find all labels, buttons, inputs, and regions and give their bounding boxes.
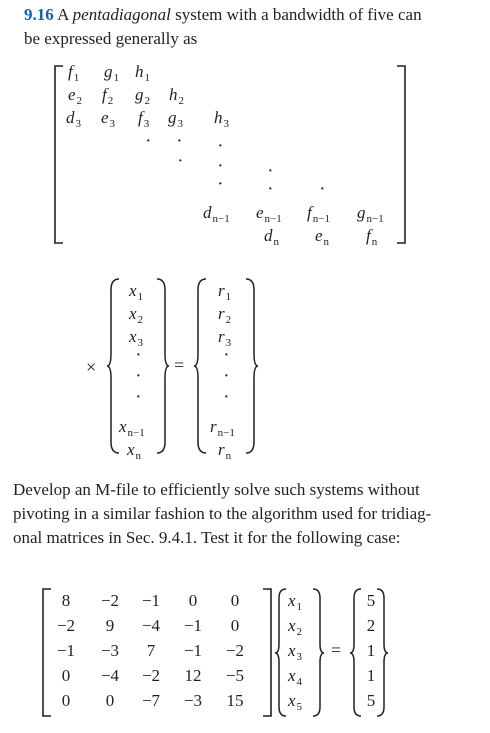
r-vector-left-brace (194, 278, 208, 454)
gm-dot-8: · (268, 182, 273, 197)
tm-r4c3: −2 (141, 666, 161, 685)
times-symbol: × (86, 357, 97, 377)
intro-text-a: A (57, 5, 73, 24)
gm-dot-4: · (178, 154, 183, 169)
gm-r3c1: $d_3$ (66, 108, 81, 130)
tm-r2c5: 0 (230, 616, 240, 635)
xv-dot-1: · (136, 348, 141, 363)
tm-r4c2: −4 (100, 666, 120, 685)
intro-italic-term: pentadiagonal (72, 5, 171, 24)
gm-dot-6: · (268, 164, 273, 179)
tm-r2c4: −1 (183, 616, 203, 635)
xv-3: $x_3$ (129, 327, 144, 349)
tm-r2c3: −4 (141, 616, 161, 635)
xv-2: $x_2$ (129, 304, 144, 326)
tm-r4c5: −5 (225, 666, 245, 685)
tm-r5c5: 15 (226, 691, 244, 710)
rv-n: $r_n$ (218, 440, 232, 462)
instructions-line3: onal matrices in Sec. 9.4.1. Test it for the following case: (13, 528, 401, 547)
gm-r2c4: $h_2$ (169, 85, 184, 107)
gm-r2c2: $f_2$ (102, 85, 114, 107)
equals-symbol: = (174, 355, 185, 375)
tm-r5c3: −7 (141, 691, 161, 710)
gm-r3c2: $e_3$ (101, 108, 116, 130)
tx-2: $x_2$ (288, 616, 303, 638)
gm-dot-2: · (177, 134, 182, 149)
gm-dot-9: · (320, 182, 325, 197)
rv-dot-3: · (224, 390, 229, 405)
xv-n1: $x_{n-1}$ (119, 417, 145, 439)
xv-dot-2: · (136, 369, 141, 384)
r-vector-right-brace (244, 278, 258, 454)
gm-r2c1: $e_2$ (68, 85, 83, 107)
general-matrix-right-bracket (396, 65, 406, 245)
tx-1: $x_1$ (288, 591, 303, 613)
gm-r1c2: $g_1$ (104, 62, 119, 84)
xv-dot-3: · (136, 390, 141, 405)
tx-3: $x_3$ (288, 641, 303, 663)
tm-r3c1: −1 (56, 641, 76, 660)
tm-r5c4: −3 (183, 691, 203, 710)
gm-rnc1: $d_n$ (264, 226, 279, 248)
tm-r5c2: 0 (105, 691, 115, 710)
tm-r3c5: −2 (225, 641, 245, 660)
instructions-line2: pivoting in a similar fashion to the algorithm used for tridiag- (13, 504, 432, 523)
gm-dot-5: · (218, 159, 223, 174)
gm-rn1c4: $g_{n-1}$ (357, 203, 384, 225)
gm-dot-3: · (218, 139, 223, 154)
x-vector-right-brace (155, 278, 169, 454)
test-equals-symbol: = (331, 640, 342, 660)
tm-r4c1: 0 (61, 666, 71, 685)
rv-dot-2: · (224, 369, 229, 384)
tm-r3c4: −1 (183, 641, 203, 660)
tm-r3c3: 7 (146, 641, 156, 660)
tm-r4c4: 12 (184, 666, 202, 685)
rv-2: $r_2$ (218, 304, 232, 326)
tx-5: $x_5$ (288, 691, 303, 713)
rv-n1: $r_{n-1}$ (210, 417, 235, 439)
xv-n: $x_n$ (127, 440, 142, 462)
rv-1: $r_1$ (218, 281, 232, 303)
gm-r1c1: $f_1$ (68, 62, 80, 84)
trhs-2: 2 (366, 616, 376, 635)
tm-r2c2: 9 (105, 616, 115, 635)
gm-rnc2: $e_n$ (315, 226, 330, 248)
trhs-1: 5 (366, 591, 376, 610)
gm-r2c3: $g_2$ (135, 85, 150, 107)
test-x-right-brace (312, 588, 324, 718)
intro-text-b: system with a bandwidth of five can (170, 5, 422, 24)
gm-rn1c1: $d_{n-1}$ (203, 203, 230, 225)
tx-4: $x_4$ (288, 666, 303, 688)
gm-rn1c3: $f_{n-1}$ (307, 203, 330, 225)
tm-r2c1: −2 (56, 616, 76, 635)
trhs-5: 5 (366, 691, 376, 710)
problem-statement-line1 (24, 3, 422, 27)
general-matrix-left-bracket (54, 65, 64, 245)
problem-statement-line2: be expressed generally as (24, 29, 198, 48)
gm-dot-1: · (146, 134, 151, 149)
gm-rnc3: $f_n$ (366, 226, 378, 248)
tm-r1c4: 0 (188, 591, 198, 610)
test-x-left-brace (275, 588, 287, 718)
gm-r1c3: $h_1$ (135, 62, 150, 84)
tm-r1c3: −1 (141, 591, 161, 610)
tm-r1c1: 8 (61, 591, 71, 610)
gm-r3c4: $g_3$ (168, 108, 183, 130)
rv-3: $r_3$ (218, 327, 232, 349)
gm-r3c5: $h_3$ (214, 108, 229, 130)
tm-r1c2: −2 (100, 591, 120, 610)
gm-r3c3: $f_3$ (138, 108, 150, 130)
instructions-line1: Develop an M-file to efficiently solve such systems without (13, 480, 420, 499)
test-matrix-right-bracket (262, 588, 272, 718)
rv-dot-1: · (224, 348, 229, 363)
tm-r1c5: 0 (230, 591, 240, 610)
trhs-4: 1 (366, 666, 376, 685)
gm-dot-7: · (218, 177, 223, 192)
xv-1: $x_1$ (129, 281, 144, 303)
gm-rn1c2: $e_{n-1}$ (256, 203, 282, 225)
tm-r3c2: −3 (100, 641, 120, 660)
trhs-3: 1 (366, 641, 376, 660)
problem-number: 9.16 (24, 5, 54, 24)
tm-r5c1: 0 (61, 691, 71, 710)
